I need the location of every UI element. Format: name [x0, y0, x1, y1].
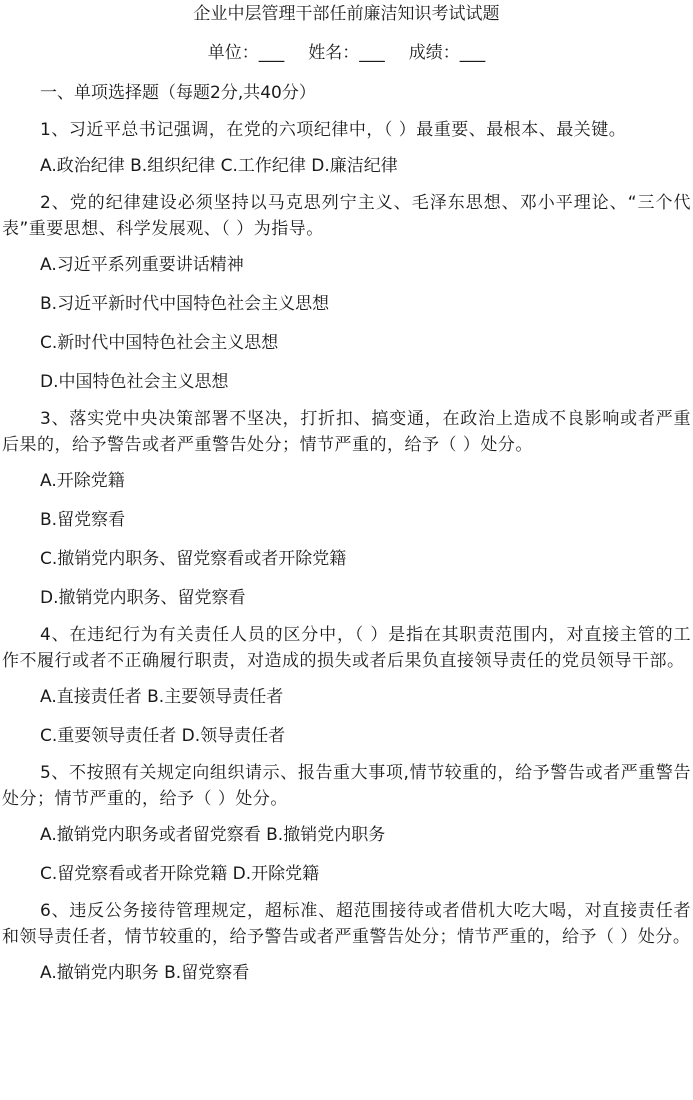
question-option: B.留党察看: [40, 510, 126, 530]
question-block-4: [2, 622, 691, 747]
question-block-6: [2, 898, 691, 984]
question-option: C.撤销党内职务、留党察看或者开除党籍: [40, 549, 347, 569]
question-block-5: [2, 760, 691, 885]
question-stem: 4、在违纪行为有关责任人员的区分中，（ ）是指在其职责范围内，对直接主管的工作不履行或者不正确履行职责，对造成的损失或者后果负直接领导责任的党员领导干部。: [2, 625, 691, 671]
document-title: 企业中层管理干部任前廉洁知识考试试题: [193, 4, 500, 24]
name-field: 姓名：___: [308, 43, 385, 63]
question-stem: 1、习近平总书记强调，在党的六项纪律中，（ ）最重要、最根本、最关键。: [40, 120, 627, 140]
question-option: A.开除党籍: [40, 471, 125, 491]
question-stem: 2、党的纪律建设必须坚持以马克思列宁主义、毛泽东思想、邓小平理论、“三个代表”重要思想、科学发展观、（ ）为指导。: [2, 193, 691, 239]
question-block-1: [2, 117, 691, 177]
question-option: A.政治纪律 B.组织纪律 C.工作纪律 D.廉洁纪律: [40, 156, 398, 176]
question-option: C.新时代中国特色社会主义思想: [40, 333, 279, 353]
question-option: A.直接责任者 B.主要领导责任者: [40, 687, 284, 707]
examinee-info: [2, 42, 691, 64]
unit-field: 单位：___: [207, 43, 285, 63]
question-block-3: [2, 406, 691, 609]
question-stem: 6、违反公务接待管理规定，超标准、超范围接待或者借机大吃大喝，对直接责任者和领导责任者，情节较重的，给予警告或者严重警告处分；情节严重的，给予（ ）处分。: [2, 901, 691, 947]
question-stem: 5、不按照有关规定向组织请示、报告重大事项,情节较重的，给予警告或者严重警告处分；情节严重的，给予（ ）处分。: [2, 763, 691, 809]
score-field: 成绩：___: [408, 43, 486, 63]
question-option: C.留党察看或者开除党籍 D.开除党籍: [40, 864, 320, 884]
question-option: A.习近平系列重要讲话精神: [40, 255, 244, 275]
question-option: D.撤销党内职务、留党察看: [40, 588, 246, 608]
question-option: A.撤销党内职务 B.留党察看: [40, 963, 250, 983]
question-option: B.习近平新时代中国特色社会主义思想: [40, 294, 330, 314]
question-block-2: [2, 190, 691, 393]
exam-page: [0, 3, 693, 1100]
question-stem: 3、落实党中央决策部署不坚决，打折扣、搞变通，在政治上造成不良影响或者严重后果的，给予警告或者严重警告处分；情节严重的，给予（ ）处分。: [2, 409, 691, 455]
section-heading: 一、单项选择题（每题2分,共40分）: [40, 83, 316, 103]
question-option: D.中国特色社会主义思想: [40, 372, 229, 392]
question-option: C.重要领导责任者 D.领导责任者: [40, 726, 286, 746]
question-option: A.撤销党内职务或者留党察看 B.撤销党内职务: [40, 825, 386, 845]
